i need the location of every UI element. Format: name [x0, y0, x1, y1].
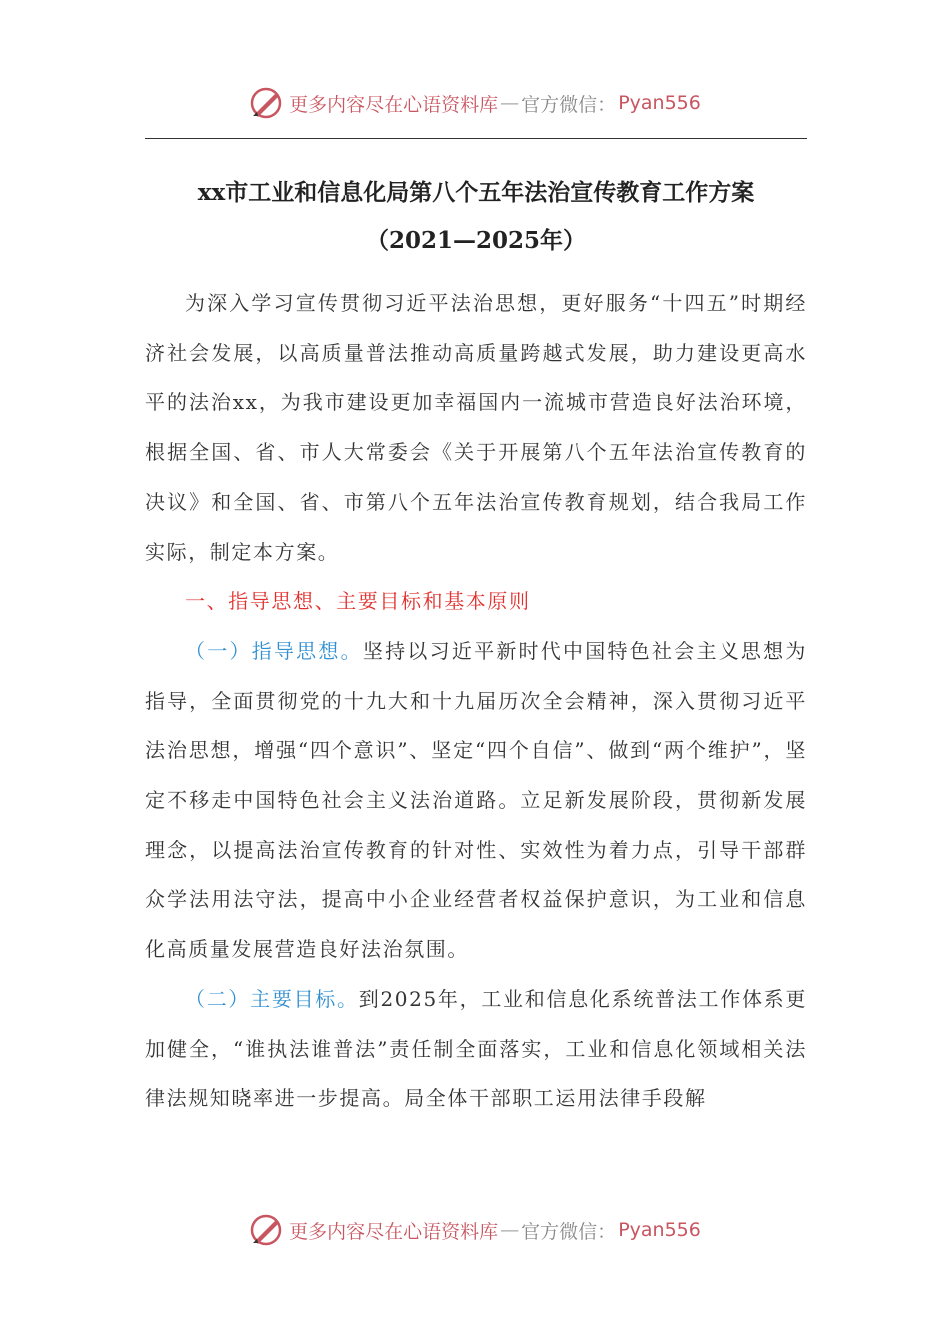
subsection2-paragraph — [145, 975, 807, 1124]
subsection2-heading: （二）主要目标。 — [185, 986, 359, 1011]
section1-heading: 一、指导思想、主要目标和基本原则 — [185, 589, 531, 614]
intro-paragraph: 为深入学习宣传贯彻习近平法治思想，更好服务“十四五”时期经济社会发展，以高质量普法推动高质量跨越式发展，助力建设更高水平的法治xx，为我市建设更加幸福国内一流城市营造良好法治环境，根据全国、省、市人大常委会《关于开展第八个五年法治宣传教育的决议》和全国、省、市第八个五年法治宣传教育规划，结合我局工作实际，制定本方案。 — [145, 291, 807, 564]
document-subtitle: （2021—2025年） — [365, 227, 587, 254]
subsection1-text: 坚持以习近平新时代中国特色社会主义思想为指导，全面贯彻党的十九大和十九届历次全会精神，深入贯彻习近平法治思想，增强“四个意识”、坚定“四个自信”、做到“两个维护”，坚定不移走中国特色社会主义法治道路。立足新发展阶段，贯彻新发展理念，以提高法治宣传教育的针对性、实效性为着力点，引导干部群众学法用法守法，提高中小企业经营者权益保护意识，为工业和信息化高质量发展营造良好法治氛围。 — [145, 638, 808, 962]
header-banner — [0, 83, 950, 123]
banner-text: 更多内容尽在心语资料库 — [289, 93, 499, 116]
pen-logo-icon — [249, 1213, 283, 1247]
header-rule — [145, 138, 807, 139]
banner-wechat-id: Pyan556 — [618, 92, 701, 114]
footer-banner-wechat-id: Pyan556 — [618, 1219, 701, 1241]
banner-wechat-label: 官方微信： — [521, 93, 617, 116]
document-body — [145, 279, 807, 1124]
subsection1-paragraph — [145, 627, 807, 975]
pen-logo-icon — [249, 86, 283, 120]
footer-banner-wechat-label: 官方微信： — [521, 1220, 617, 1243]
document-title: xx市工业和信息化局第八个五年法治宣传教育工作方案 — [197, 179, 755, 206]
footer-banner-separator: — — [500, 1219, 520, 1241]
footer-banner — [0, 1210, 950, 1250]
footer-banner-text: 更多内容尽在心语资料库 — [289, 1220, 499, 1243]
subsection2-text: 到2025年，工业和信息化系统普法工作体系更加健全，“谁执法谁普法”责任制全面落实，工业和信息化领域相关法律法规知晓率进一步提高。局全体干部职工运用法律手段解 — [145, 986, 807, 1111]
subsection1-heading: （一）指导思想。 — [185, 638, 363, 663]
banner-separator: — — [500, 92, 520, 114]
